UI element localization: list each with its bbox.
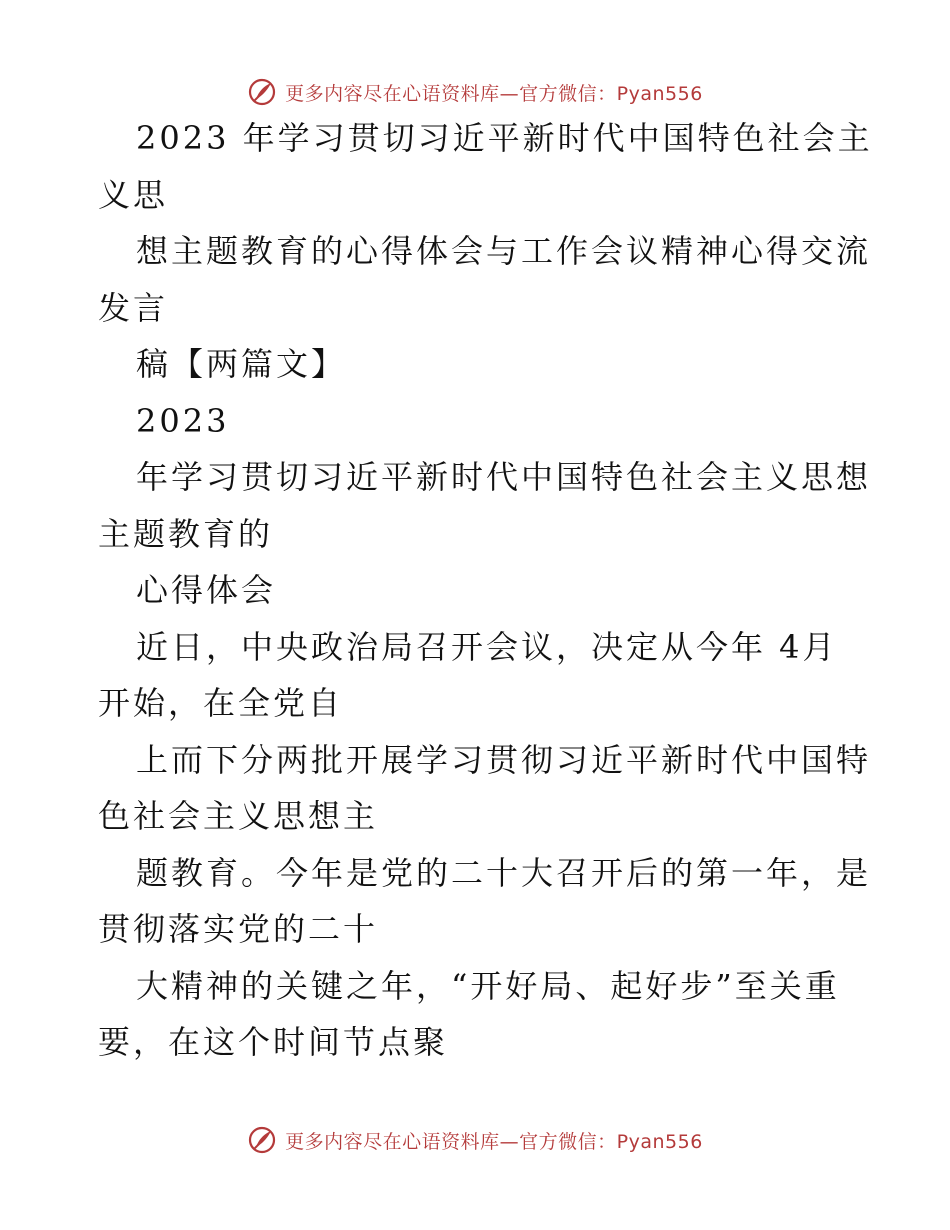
text-line: 大精神的关键之年，“开好局、起好步”至关重 [136,969,840,1005]
feather-pen-logo-icon [247,1125,277,1155]
text-line: 2023 年学习贯切习近平新时代中国特色社会主 [136,122,873,157]
text-line: 2023 [136,404,230,440]
text-line: 开始，在全党自 [98,687,344,722]
text-line: 题教育。今年是党的二十大召开后的第一年，是 [136,856,872,892]
text-line: 发言 [98,291,169,327]
footer-banner-text: 更多内容尽在心语资料库—官方微信：Pyan556 [285,1130,703,1153]
text-line: 心得体会 [136,574,277,609]
footer-banner [0,1120,950,1160]
header-banner [0,72,950,112]
text-line: 色社会主义思想主 [98,800,379,835]
text-line: 年学习贯切习近平新时代中国特色社会主义思想 [136,461,872,496]
text-line: 贯彻落实党的二十 [98,913,379,948]
text-line: 要，在这个时间节点聚 [98,1026,449,1061]
text-line: 近日，中央政治局召开会议，决定从今年 4月 [136,630,838,666]
text-line: 主题教育的 [98,517,274,553]
feather-pen-logo-icon [247,77,277,107]
header-banner-text: 更多内容尽在心语资料库—官方微信：Pyan556 [285,82,703,105]
document-body [0,122,950,1083]
text-line: 稿【两篇文】 [136,348,347,383]
text-line: 想主题教育的心得体会与工作会议精神心得交流 [136,235,872,270]
text-line: 义思 [98,178,169,214]
text-line: 上而下分两批开展学习贯彻习近平新时代中国特 [136,743,872,779]
